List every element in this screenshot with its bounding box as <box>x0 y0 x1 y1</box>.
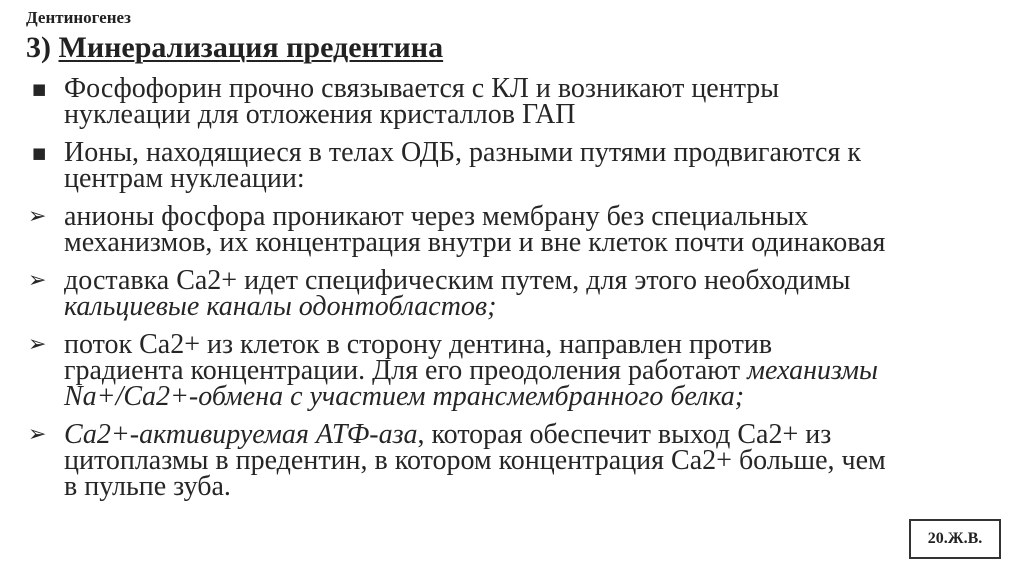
slide-heading <box>26 33 443 63</box>
list-item <box>26 265 1006 322</box>
item-text-italic: механизмы <box>747 355 879 386</box>
list-item <box>26 419 1006 502</box>
arrow-bullet-icon: ➢ <box>28 422 47 447</box>
bullet-list <box>26 74 1006 500</box>
item-line: Ионы, находящиеся в телах ОДБ, разными путями продвигаются к <box>64 137 861 168</box>
item-line: центрам нуклеации: <box>64 163 305 194</box>
square-bullet-icon: ■ <box>32 80 47 98</box>
topic-label: Дентиногенез <box>26 8 131 27</box>
item-line-italic: Na+/Ca2+-обмена с участием трансмембранного белка; <box>64 381 745 412</box>
list-item <box>26 137 1006 194</box>
arrow-bullet-icon: ➢ <box>28 268 47 293</box>
heading-number: 3) <box>26 31 51 64</box>
item-line: Фосфофорин прочно связывается с КЛ и возникают центры <box>64 73 780 104</box>
arrow-bullet-icon: ➢ <box>28 332 47 357</box>
item-line: анионы фосфора проникают через мембрану без специальных <box>64 201 809 232</box>
arrow-bullet-icon: ➢ <box>28 204 47 229</box>
item-line: доставка Са2+ идет специфическим путем, для этого необходимы <box>64 265 851 296</box>
author-badge: 20.Ж.В. <box>909 519 1001 559</box>
square-bullet-icon: ■ <box>32 144 47 162</box>
item-line: поток Са2+ из клеток в сторону дентина, направлен против <box>64 329 773 360</box>
item-line: цитоплазмы в предентин, в котором концентрация Са2+ больше, чем <box>64 445 886 476</box>
item-text-italic: Са2+-активируемая АТФ-аза <box>64 419 418 450</box>
item-line: нуклеации для отложения кристаллов ГАП <box>64 99 576 130</box>
item-text: градиента концентрации. Для его преодоления работают <box>64 355 748 386</box>
heading-title: Минерализация предентина <box>58 31 444 64</box>
item-line-italic: кальциевые каналы одонтобластов; <box>64 291 497 322</box>
list-item <box>26 201 1006 258</box>
item-line: в пульпе зуба. <box>64 471 231 502</box>
list-item <box>26 329 1006 412</box>
item-line: механизмов, их концентрация внутри и вне клеток почти одинаковая <box>64 227 886 258</box>
list-item <box>26 73 1006 130</box>
item-text: , которая обеспечит выход Са2+ из <box>417 419 832 450</box>
